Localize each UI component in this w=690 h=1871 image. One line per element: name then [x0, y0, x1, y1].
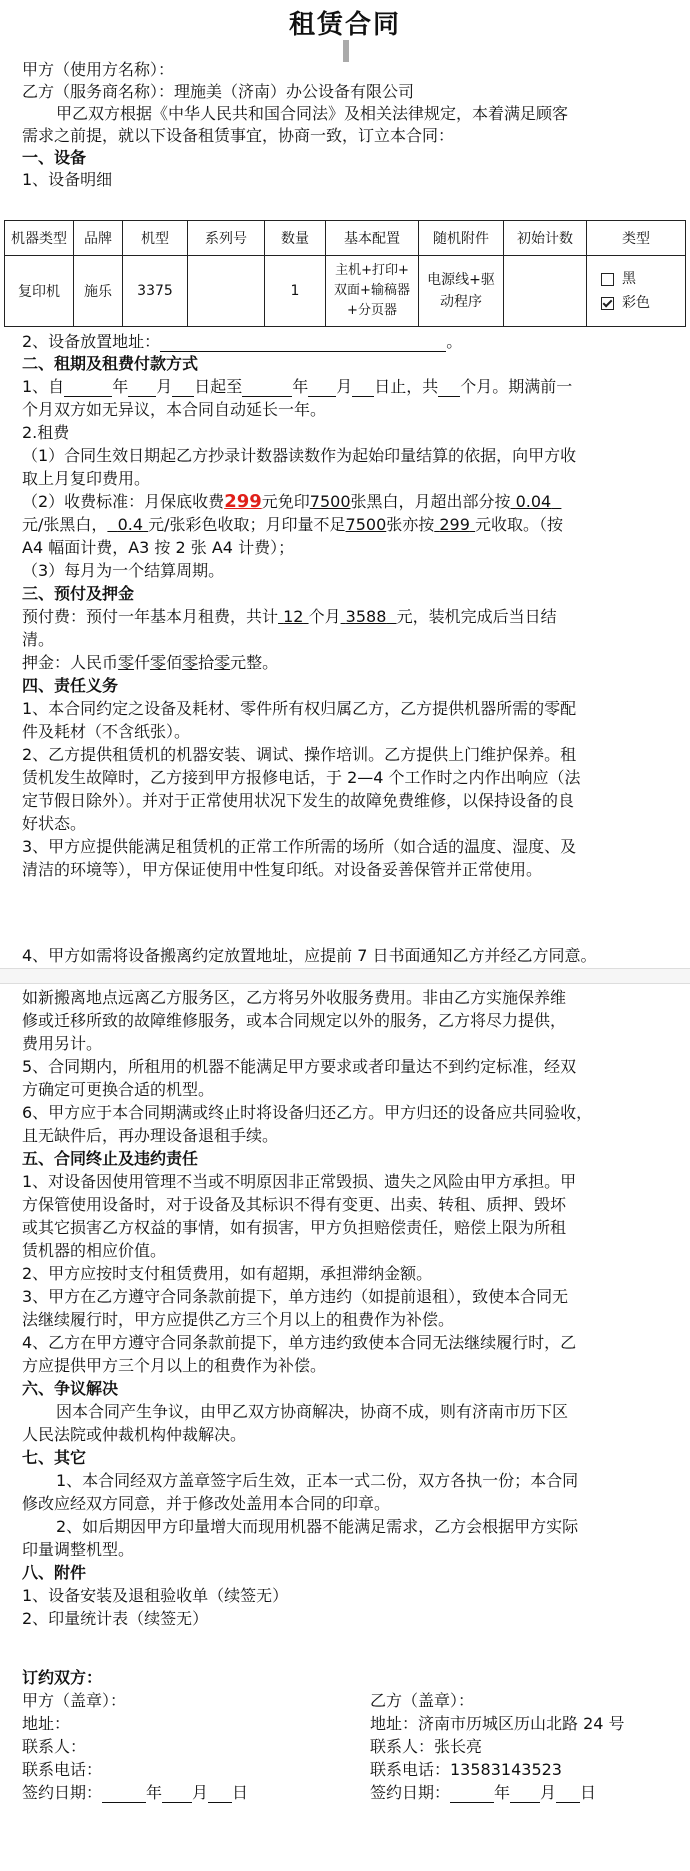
- table-row: [5, 256, 686, 327]
- table-header: 系列号: [188, 221, 265, 256]
- section-heading-5: 五、合同终止及违约责任: [22, 1149, 199, 1168]
- breach-3b: 法继续履行时，甲方应提供乙方三个月以上的租费作为补偿。: [22, 1310, 455, 1329]
- duty-1a: 1、本合同约定之设备及耗材、零件所有权归属乙方，乙方提供机器所需的零配: [22, 699, 577, 718]
- breach-1a: 1、对设备因使用管理不当或不明原因非正常毁损、遗失之风险由甲方承担。甲: [22, 1172, 577, 1191]
- option-black-label: 黑: [622, 271, 636, 287]
- table-header: 类型: [587, 221, 686, 256]
- cell-serial: [188, 256, 265, 327]
- duty-5a: 5、合同期内，所租用的机器不能满足甲方要求或者印量达不到约定标准，经双: [22, 1057, 577, 1076]
- table-header: 初始计数: [504, 221, 587, 256]
- other-1a: 1、本合同经双方盖章签字后生效，正本一式二份，双方各执一份；本合同: [56, 1471, 579, 1490]
- party-a-line: 甲方（使用方名称）：: [22, 60, 175, 79]
- duty-2a: 2、乙方提供租赁机的机器安装、调试、操作培训。乙方提供上门维护保养。租: [22, 745, 577, 764]
- breach-4a: 4、乙方在甲方遵守合同条款前提下，单方违约致使本合同无法继续履行时，乙: [22, 1333, 577, 1352]
- equipment-table: [4, 220, 686, 327]
- duty-6b: 且无缺件后，再办理设备退租手续。: [22, 1126, 279, 1145]
- fee-line-2a: （2）收费标准：月保底收费299元免印7500张黑白，月超出部分按 0.04: [22, 491, 552, 512]
- section-heading-4: 四、责任义务: [22, 676, 119, 695]
- fee-line-2c: A4 幅面计费，A3 按 2 张 A4 计费）；: [22, 538, 295, 557]
- party-a-address: 地址：: [22, 1714, 71, 1733]
- intro-line-2: 需求之前提，就以下设备租赁事宜，协商一致，订立本合同：: [22, 126, 455, 145]
- section-heading-2: 二、租期及租费付款方式: [22, 354, 199, 373]
- attachment-2: 2、印量统计表（续签无）: [22, 1609, 209, 1628]
- term-line-1: 1、自 年 月 日起至 年 月 日止，共 个月。期满前一: [22, 377, 573, 396]
- party-a-phone: 联系电话：: [22, 1760, 103, 1779]
- option-color-label: 彩色: [622, 295, 650, 311]
- party-a-date: 签约日期： 年 月 日: [22, 1783, 249, 1802]
- table-header: 机型: [123, 221, 188, 256]
- table-header: 数量: [265, 221, 326, 256]
- checkbox-color-checked[interactable]: [601, 297, 614, 310]
- cell-count: [504, 256, 587, 327]
- other-2b: 印量调整机型。: [22, 1540, 135, 1559]
- cell-config: 主机+打印+ 双面+输稿器 +分页器: [326, 256, 419, 327]
- table-header: 基本配置: [326, 221, 419, 256]
- monthly-fee-value: 299: [224, 491, 262, 512]
- breach-1d: 赁机器的相应价值。: [22, 1241, 167, 1260]
- duty-4d: 费用另计。: [22, 1034, 103, 1053]
- duty-2c: 定节假日除外）。并对于正常使用状况下发生的故障免费维修，以保持设备的良: [22, 791, 575, 810]
- table-header: 机器类型: [5, 221, 74, 256]
- cell-type: 复印机: [5, 256, 74, 327]
- duty-4c: 修或迁移所致的故障维修服务，或本合同规定以外的服务，乙方将尽力提供，: [22, 1011, 567, 1030]
- location-line: 2、设备放置地址： 。: [22, 332, 463, 351]
- table-header: 品牌: [74, 221, 123, 256]
- party-b-phone: 联系电话：13583143523: [370, 1760, 562, 1779]
- section-heading-6: 六、争议解决: [22, 1379, 119, 1398]
- breach-1b: 方保管使用设备时，对于设备及其标识不得有变更、出卖、转租、质押、毁坏: [22, 1195, 567, 1214]
- table-header: 随机附件: [419, 221, 504, 256]
- breach-1c: 或其它损害乙方权益的事情，如有损害，甲方负担赔偿责任，赔偿上限为所租: [22, 1218, 567, 1237]
- fee-title: 2.租费: [22, 423, 70, 442]
- text-cursor: [343, 40, 349, 62]
- duty-4a: 4、甲方如需将设备搬离约定放置地址，应提前 7 日书面通知乙方并经乙方同意。: [22, 946, 597, 965]
- breach-4b: 方应提供甲方三个月以上的租费作为补偿。: [22, 1356, 327, 1375]
- equipment-detail-label: 1、设备明细: [22, 170, 113, 189]
- other-1b: 修改应经双方同意，并于修改处盖用本合同的印章。: [22, 1494, 391, 1513]
- cell-qty: 1: [265, 256, 326, 327]
- party-b-date: 签约日期： 年 月 日: [370, 1783, 597, 1802]
- breach-3a: 3、甲方在乙方遵守合同条款前提下，单方违约（如提前退租），致使本合同无: [22, 1287, 569, 1306]
- party-b-address: 地址：济南市历城区历山北路 24 号: [370, 1714, 625, 1733]
- duty-3a: 3、甲方应提供能满足租赁机的正常工作所需的场所（如合适的温度、湿度、及: [22, 837, 577, 856]
- party-a-contact: 联系人：: [22, 1737, 87, 1756]
- duty-6a: 6、甲方应于本合同期满或终止时将设备归还乙方。甲方归还的设备应共同验收，: [22, 1103, 593, 1122]
- other-2a: 2、如后期因甲方印量增大而现用机器不能满足需求，乙方会根据甲方实际: [56, 1517, 579, 1536]
- party-b-seal: 乙方（盖章）：: [370, 1691, 475, 1710]
- deposit-line: 押金：人民币零仟零佰零拾零元整。: [22, 653, 279, 672]
- cell-model: 3375: [123, 256, 188, 327]
- cell-brand: 施乐: [74, 256, 123, 327]
- dispute-b: 人民法院或仲裁机构仲裁解决。: [22, 1425, 247, 1444]
- party-a-seal: 甲方（盖章）：: [22, 1691, 127, 1710]
- prepay-line-2: 清。: [22, 630, 55, 649]
- signing-parties-heading: 订约双方：: [22, 1668, 103, 1687]
- intro-line-1: 甲乙双方根据《中华人民共和国合同法》及相关法律规定，本着满足顾客: [56, 104, 569, 123]
- duty-1b: 件及耗材（不含纸张）。: [22, 722, 191, 741]
- page-break: [0, 968, 690, 984]
- cell-accessories: 电源线+驱 动程序: [419, 256, 504, 327]
- breach-2: 2、甲方应按时支付租赁费用，如有超期，承担滞纳金额。: [22, 1264, 433, 1283]
- section-heading-7: 七、其它: [22, 1448, 87, 1467]
- fee-line-1a: （1）合同生效日期起乙方抄录计数器读数作为起始印量结算的依据，向甲方收: [22, 446, 577, 465]
- section-heading-3: 三、预付及押金: [22, 584, 135, 603]
- duty-4b: 如新搬离地点远离乙方服务区，乙方将另外收服务费用。非由乙方实施保养维: [22, 988, 567, 1007]
- party-b-contact: 联系人：张长亮: [370, 1737, 483, 1756]
- fee-line-2b: 元/张黑白， 0.4 元/张彩色收取；月印量不足7500张亦按 299 元收取。（按: [22, 515, 564, 534]
- prepay-line: 预付费：预付一年基本月租费，共计 12 个月 3588 元，装机完成后当日结: [22, 607, 557, 626]
- checkbox-black[interactable]: [601, 273, 614, 286]
- term-line-2: 个月双方如无异议，本合同自动延长一年。: [22, 400, 327, 419]
- section-heading-1: 一、设备: [22, 148, 87, 167]
- duty-2d: 好状态。: [22, 814, 87, 833]
- section-heading-8: 八、附件: [22, 1563, 87, 1582]
- duty-3b: 清洁的环境等），甲方保证使用中性复印纸。对设备妥善保管并正常使用。: [22, 860, 543, 879]
- document-title: 租赁合同: [288, 10, 401, 40]
- dispute-a: 因本合同产生争议，由甲乙双方协商解决，协商不成，则有济南市历下区: [56, 1402, 569, 1421]
- duty-2b: 赁机发生故障时，乙方接到甲方报修电话，于 2—4 个工作时之内作出响应（法: [22, 768, 581, 787]
- fee-line-3: （3）每月为一个结算周期。: [22, 561, 225, 580]
- attachment-1: 1、设备安装及退租验收单（续签无）: [22, 1586, 289, 1605]
- cell-color-type: [587, 256, 686, 327]
- fee-line-1b: 取上月复印费用。: [22, 469, 151, 488]
- duty-5b: 方确定可更换合适的机型。: [22, 1080, 215, 1099]
- party-b-line: 乙方（服务商名称）：理施美（济南）办公设备有限公司: [22, 82, 415, 101]
